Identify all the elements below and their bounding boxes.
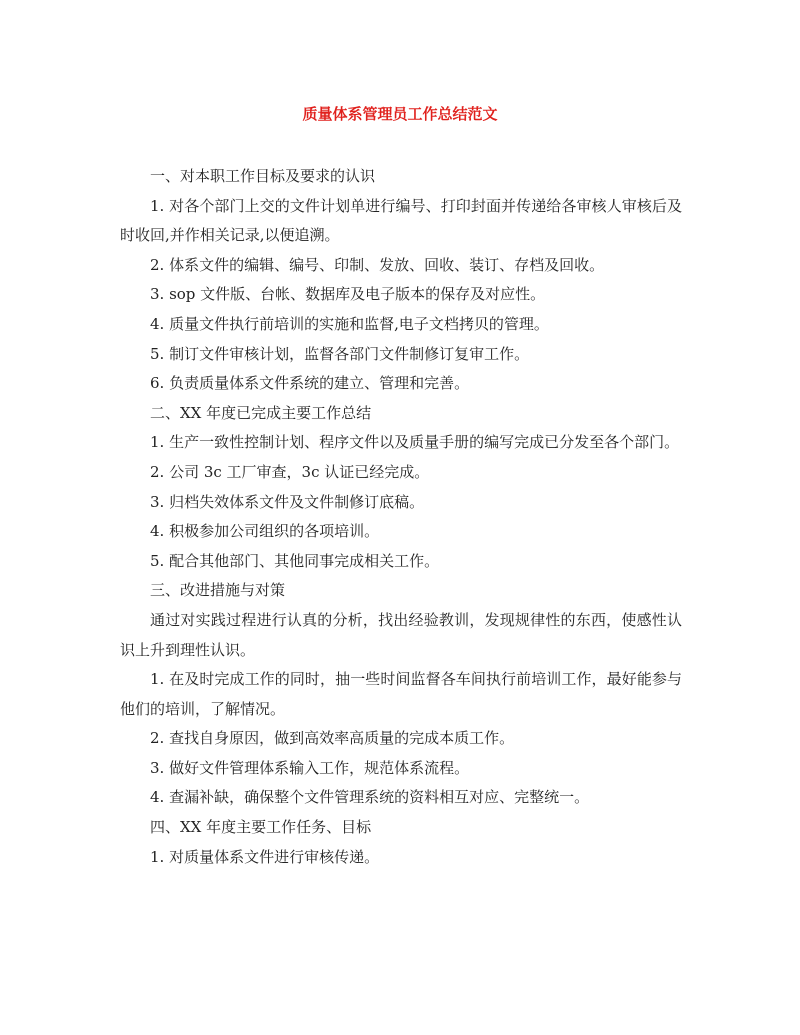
document-body (120, 162, 682, 872)
list-item: 6. 负责质量体系文件系统的建立、管理和完善。 (150, 374, 470, 393)
list-item: 5. 制订文件审核计划，监督各部门文件制修订复审工作。 (150, 344, 530, 363)
list-item: 4. 质量文件执行前培训的实施和监督,电子文档拷贝的管理。 (150, 314, 549, 333)
list-item: 1. 生产一致性控制计划、程序文件以及质量手册的编写完成已分发至各个部门。 (150, 433, 680, 452)
list-item: 4. 积极参加公司组织的各项培训。 (150, 522, 380, 541)
section-heading: 四、XX 年度主要工作任务、目标 (150, 818, 372, 837)
body-paragraph: 通过对实践过程进行认真的分析，找出经验教训，发现规律性的东西，使感性认识上升到理性认识。 (120, 610, 682, 659)
list-item: 1. 对各个部门上交的文件计划单进行编号、打印封面并传递给各审核人审核后及时收回,并作相关记录,以便追溯。 (120, 196, 682, 245)
list-item: 2. 查找自身原因，做到高效率高质量的完成本质工作。 (150, 729, 515, 748)
section-heading: 二、XX 年度已完成主要工作总结 (150, 403, 372, 422)
list-item: 3. 归档失效体系文件及文件制修订底稿。 (150, 492, 425, 511)
list-item: 1. 在及时完成工作的同时，抽一些时间监督各车间执行前培训工作，最好能参与他们的培训，了解情况。 (120, 670, 682, 718)
list-item: 4. 查漏补缺，确保整个文件管理系统的资料相互对应、完整统一。 (150, 788, 590, 807)
list-item: 3. 做好文件管理体系输入工作，规范体系流程。 (150, 758, 470, 777)
list-item: 2. 体系文件的编辑、编号、印制、发放、回收、装订、存档及回收。 (150, 255, 605, 274)
list-item: 2. 公司 3c 工厂审查，3c 认证已经完成。 (150, 462, 430, 481)
section-heading: 一、对本职工作目标及要求的认识 (150, 167, 376, 185)
document-title: 质量体系管理员工作总结范文 (302, 105, 498, 123)
list-item: 3. sop 文件版、台帐、数据库及电子版本的保存及对应性。 (150, 285, 546, 304)
list-item: 5. 配合其他部门、其他同事完成相关工作。 (150, 551, 440, 570)
section-heading: 三、改进措施与对策 (150, 581, 286, 600)
list-item: 1. 对质量体系文件进行审核传递。 (150, 847, 380, 866)
